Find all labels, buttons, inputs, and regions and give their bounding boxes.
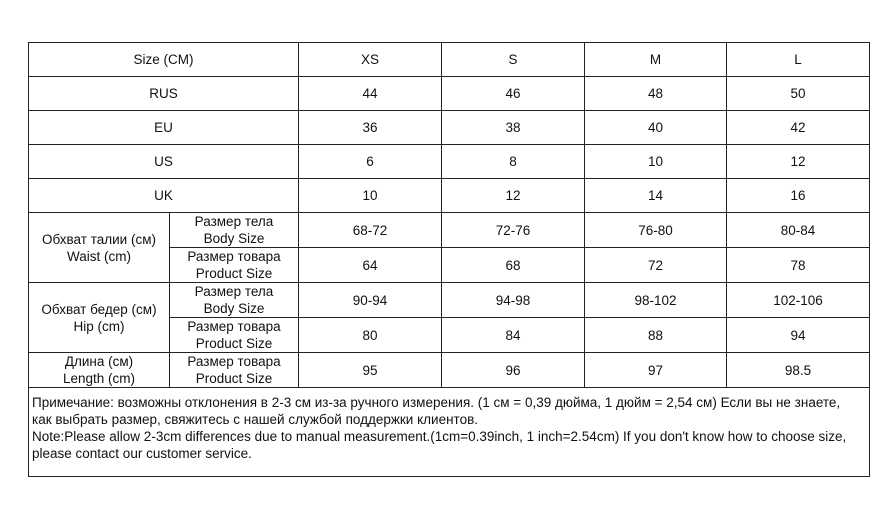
size-header-l: L: [727, 43, 870, 77]
table-cell: 6: [299, 145, 442, 179]
table-row-us: [29, 145, 870, 179]
product-size-label-en: Product Size: [195, 371, 273, 386]
table-cell: 42: [727, 111, 870, 145]
size-header-label: Size (CM): [29, 43, 299, 77]
table-cell: 40: [585, 111, 727, 145]
size-header-xs: XS: [299, 43, 442, 77]
table-cell: 96: [442, 353, 585, 388]
table-row-uk: [29, 179, 870, 213]
hip-label-en: Hip (cm): [73, 318, 125, 334]
table-row-waist-body: [29, 213, 870, 248]
table-cell: 78: [727, 248, 870, 283]
table-cell: 98.5: [727, 353, 870, 388]
size-header-s: S: [442, 43, 585, 77]
table-cell: 10: [585, 145, 727, 179]
table-cell: 98-102: [585, 283, 727, 318]
table-cell: 12: [442, 179, 585, 213]
table-cell: 88: [585, 318, 727, 353]
note-text-ru: Примечание: возможны отклонения в 2-3 см из-за ручного измерения. (1 см = 0,39 дюйма, 1 дюйм = 2,54 см) Если вы не знаете, как выбрать размер, свяжитесь с нашей службой поддержки клиентов.: [32, 395, 841, 427]
table-cell: 10: [299, 179, 442, 213]
table-cell: 44: [299, 77, 442, 111]
table-cell: 46: [442, 77, 585, 111]
hip-label: [29, 283, 170, 353]
table-row-rus: [29, 77, 870, 111]
body-size-label-ru: Размер тела: [194, 214, 274, 229]
product-size-label: [170, 353, 299, 388]
table-cell: 72: [585, 248, 727, 283]
table-cell: 50: [727, 77, 870, 111]
table-cell: 80: [299, 318, 442, 353]
row-label: UK: [29, 179, 299, 213]
table-cell: 68: [442, 248, 585, 283]
body-size-label-ru: Размер тела: [194, 284, 274, 299]
row-label: US: [29, 145, 299, 179]
length-label-ru: Длина (см): [64, 354, 134, 369]
length-label-en: Length (cm): [62, 371, 136, 386]
note-text-en: Note:Please allow 2-3cm differences due to manual measurement.(1cm=0.39inch, 1 inch=2.54cm) If you don't know how to choose size, please contact our customer service.: [32, 429, 847, 461]
waist-label: [29, 213, 170, 283]
table-cell: 12: [727, 145, 870, 179]
body-size-label-en: Body Size: [203, 301, 265, 316]
size-header-m: M: [585, 43, 727, 77]
table-cell: 97: [585, 353, 727, 388]
table-cell: 84: [442, 318, 585, 353]
table-cell: 48: [585, 77, 727, 111]
table-cell: 102-106: [727, 283, 870, 318]
hip-label-ru: Обхват бедер (см): [41, 301, 157, 317]
table-cell: 38: [442, 111, 585, 145]
waist-label-ru: Обхват талии (см): [42, 231, 156, 247]
table-row-eu: [29, 111, 870, 145]
table-cell: 94: [727, 318, 870, 353]
product-size-label-ru: Размер товара: [187, 354, 281, 369]
note-row: [29, 388, 870, 477]
table-cell: 16: [727, 179, 870, 213]
note-cell: [29, 388, 870, 477]
length-label: [29, 353, 170, 388]
table-cell: 95: [299, 353, 442, 388]
product-size-label: [170, 318, 299, 353]
table-cell: 14: [585, 179, 727, 213]
table-cell: 72-76: [442, 213, 585, 248]
row-label: EU: [29, 111, 299, 145]
table-cell: 76-80: [585, 213, 727, 248]
table-cell: 94-98: [442, 283, 585, 318]
body-size-label-en: Body Size: [203, 231, 265, 246]
body-size-label: [170, 283, 299, 318]
table-cell: 36: [299, 111, 442, 145]
table-cell: 68-72: [299, 213, 442, 248]
product-size-label-ru: Размер товара: [187, 319, 281, 334]
table-cell: 8: [442, 145, 585, 179]
waist-label-en: Waist (cm): [67, 248, 131, 264]
header-row: [29, 43, 870, 77]
table-cell: 64: [299, 248, 442, 283]
product-size-label-ru: Размер товара: [187, 249, 281, 264]
body-size-label: [170, 213, 299, 248]
product-size-label-en: Product Size: [195, 336, 273, 351]
table-row-hip-body: [29, 283, 870, 318]
table-row-length: [29, 353, 870, 388]
product-size-label: [170, 248, 299, 283]
table-cell: 80-84: [727, 213, 870, 248]
product-size-label-en: Product Size: [195, 266, 273, 281]
table-cell: 90-94: [299, 283, 442, 318]
row-label: RUS: [29, 77, 299, 111]
size-chart-table: [28, 42, 870, 477]
